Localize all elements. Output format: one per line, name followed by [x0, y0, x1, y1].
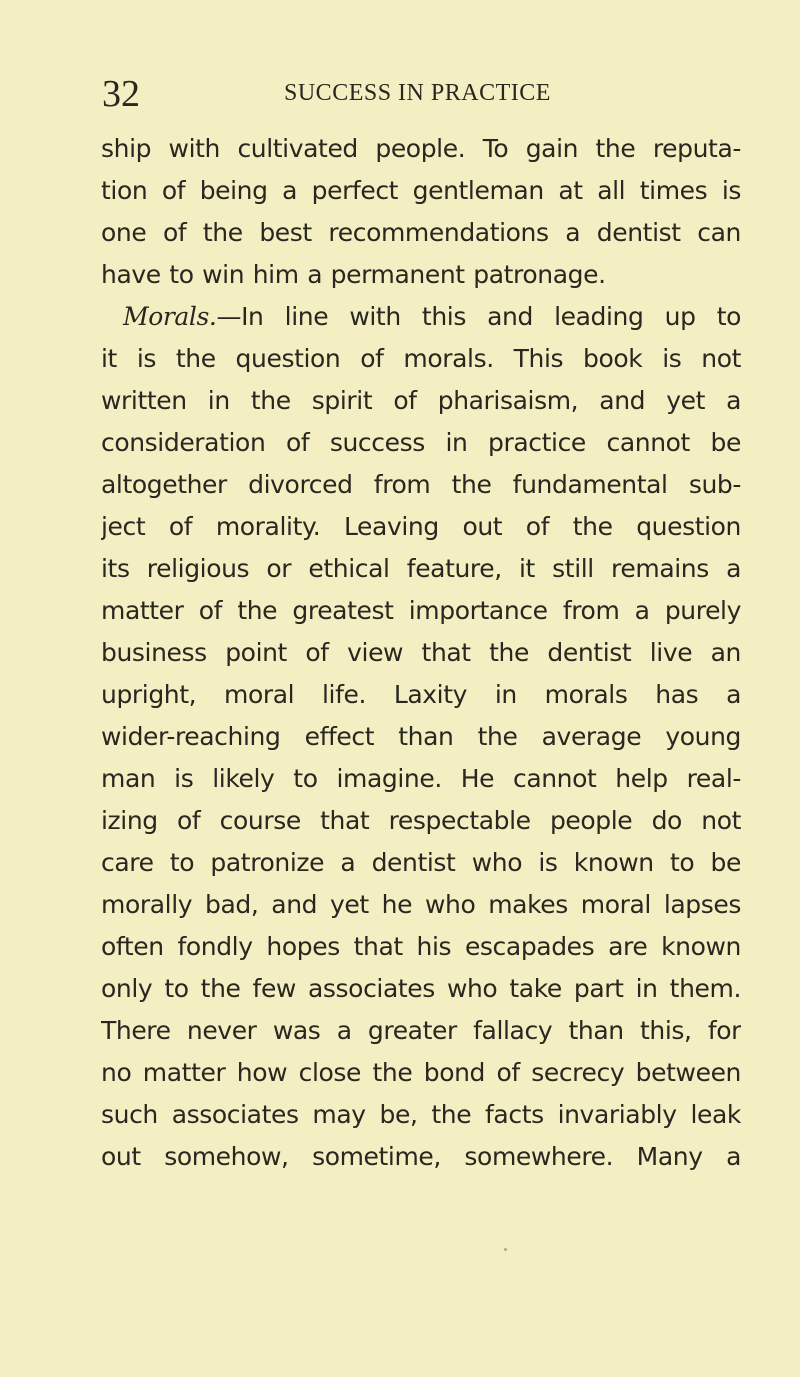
text-line: morally bad, and yet he who makes moral lapses — [101, 890, 741, 919]
page-number: 32 — [102, 73, 140, 115]
text-line: no matter how close the bond of secrecy between — [101, 1058, 741, 1087]
section-opening-line — [101, 296, 741, 338]
running-title: SUCCESS IN PRACTICE — [284, 80, 551, 106]
text-line: out somehow, sometime, somewhere. Many a — [101, 1142, 741, 1171]
text-line: have to win him a permanent patronage. — [101, 260, 606, 289]
section-lead-text: —In line with this and leading up to — [216, 302, 741, 331]
text-line: its religious or ethical feature, it still remains a — [101, 554, 741, 583]
text-line: izing of course that respectable people do not — [101, 806, 741, 835]
text-line: ship with cultivated people. To gain the reputa- — [101, 134, 741, 163]
text-line: one of the best recommendations a dentist can — [101, 218, 741, 247]
text-line: business point of view that the dentist live an — [101, 638, 741, 667]
text-line: care to patronize a dentist who is known to be — [101, 848, 741, 877]
text-line: matter of the greatest importance from a purely — [101, 596, 741, 625]
text-line: man is likely to imagine. He cannot help real- — [101, 764, 741, 793]
paper-speck — [504, 1248, 507, 1251]
text-line: such associates may be, the facts invariably leak — [101, 1100, 741, 1129]
section-heading: Morals. — [123, 302, 217, 331]
text-line: only to the few associates who take part in them. — [101, 974, 741, 1003]
text-line: wider-reaching effect than the average young — [101, 722, 741, 751]
text-line: it is the question of morals. This book is not — [101, 344, 741, 373]
text-line: altogether divorced from the fundamental sub- — [101, 470, 741, 499]
text-line: upright, moral life. Laxity in morals has a — [101, 680, 741, 709]
text-line: consideration of success in practice cannot be — [101, 428, 741, 457]
text-line: There never was a greater fallacy than this, for — [101, 1016, 741, 1045]
text-line: often fondly hopes that his escapades are known — [101, 932, 741, 961]
text-line: ject of morality. Leaving out of the question — [101, 512, 741, 541]
text-line: tion of being a perfect gentleman at all times is — [101, 176, 741, 205]
body-text — [101, 128, 741, 1178]
text-line: written in the spirit of pharisaism, and yet a — [101, 386, 741, 415]
